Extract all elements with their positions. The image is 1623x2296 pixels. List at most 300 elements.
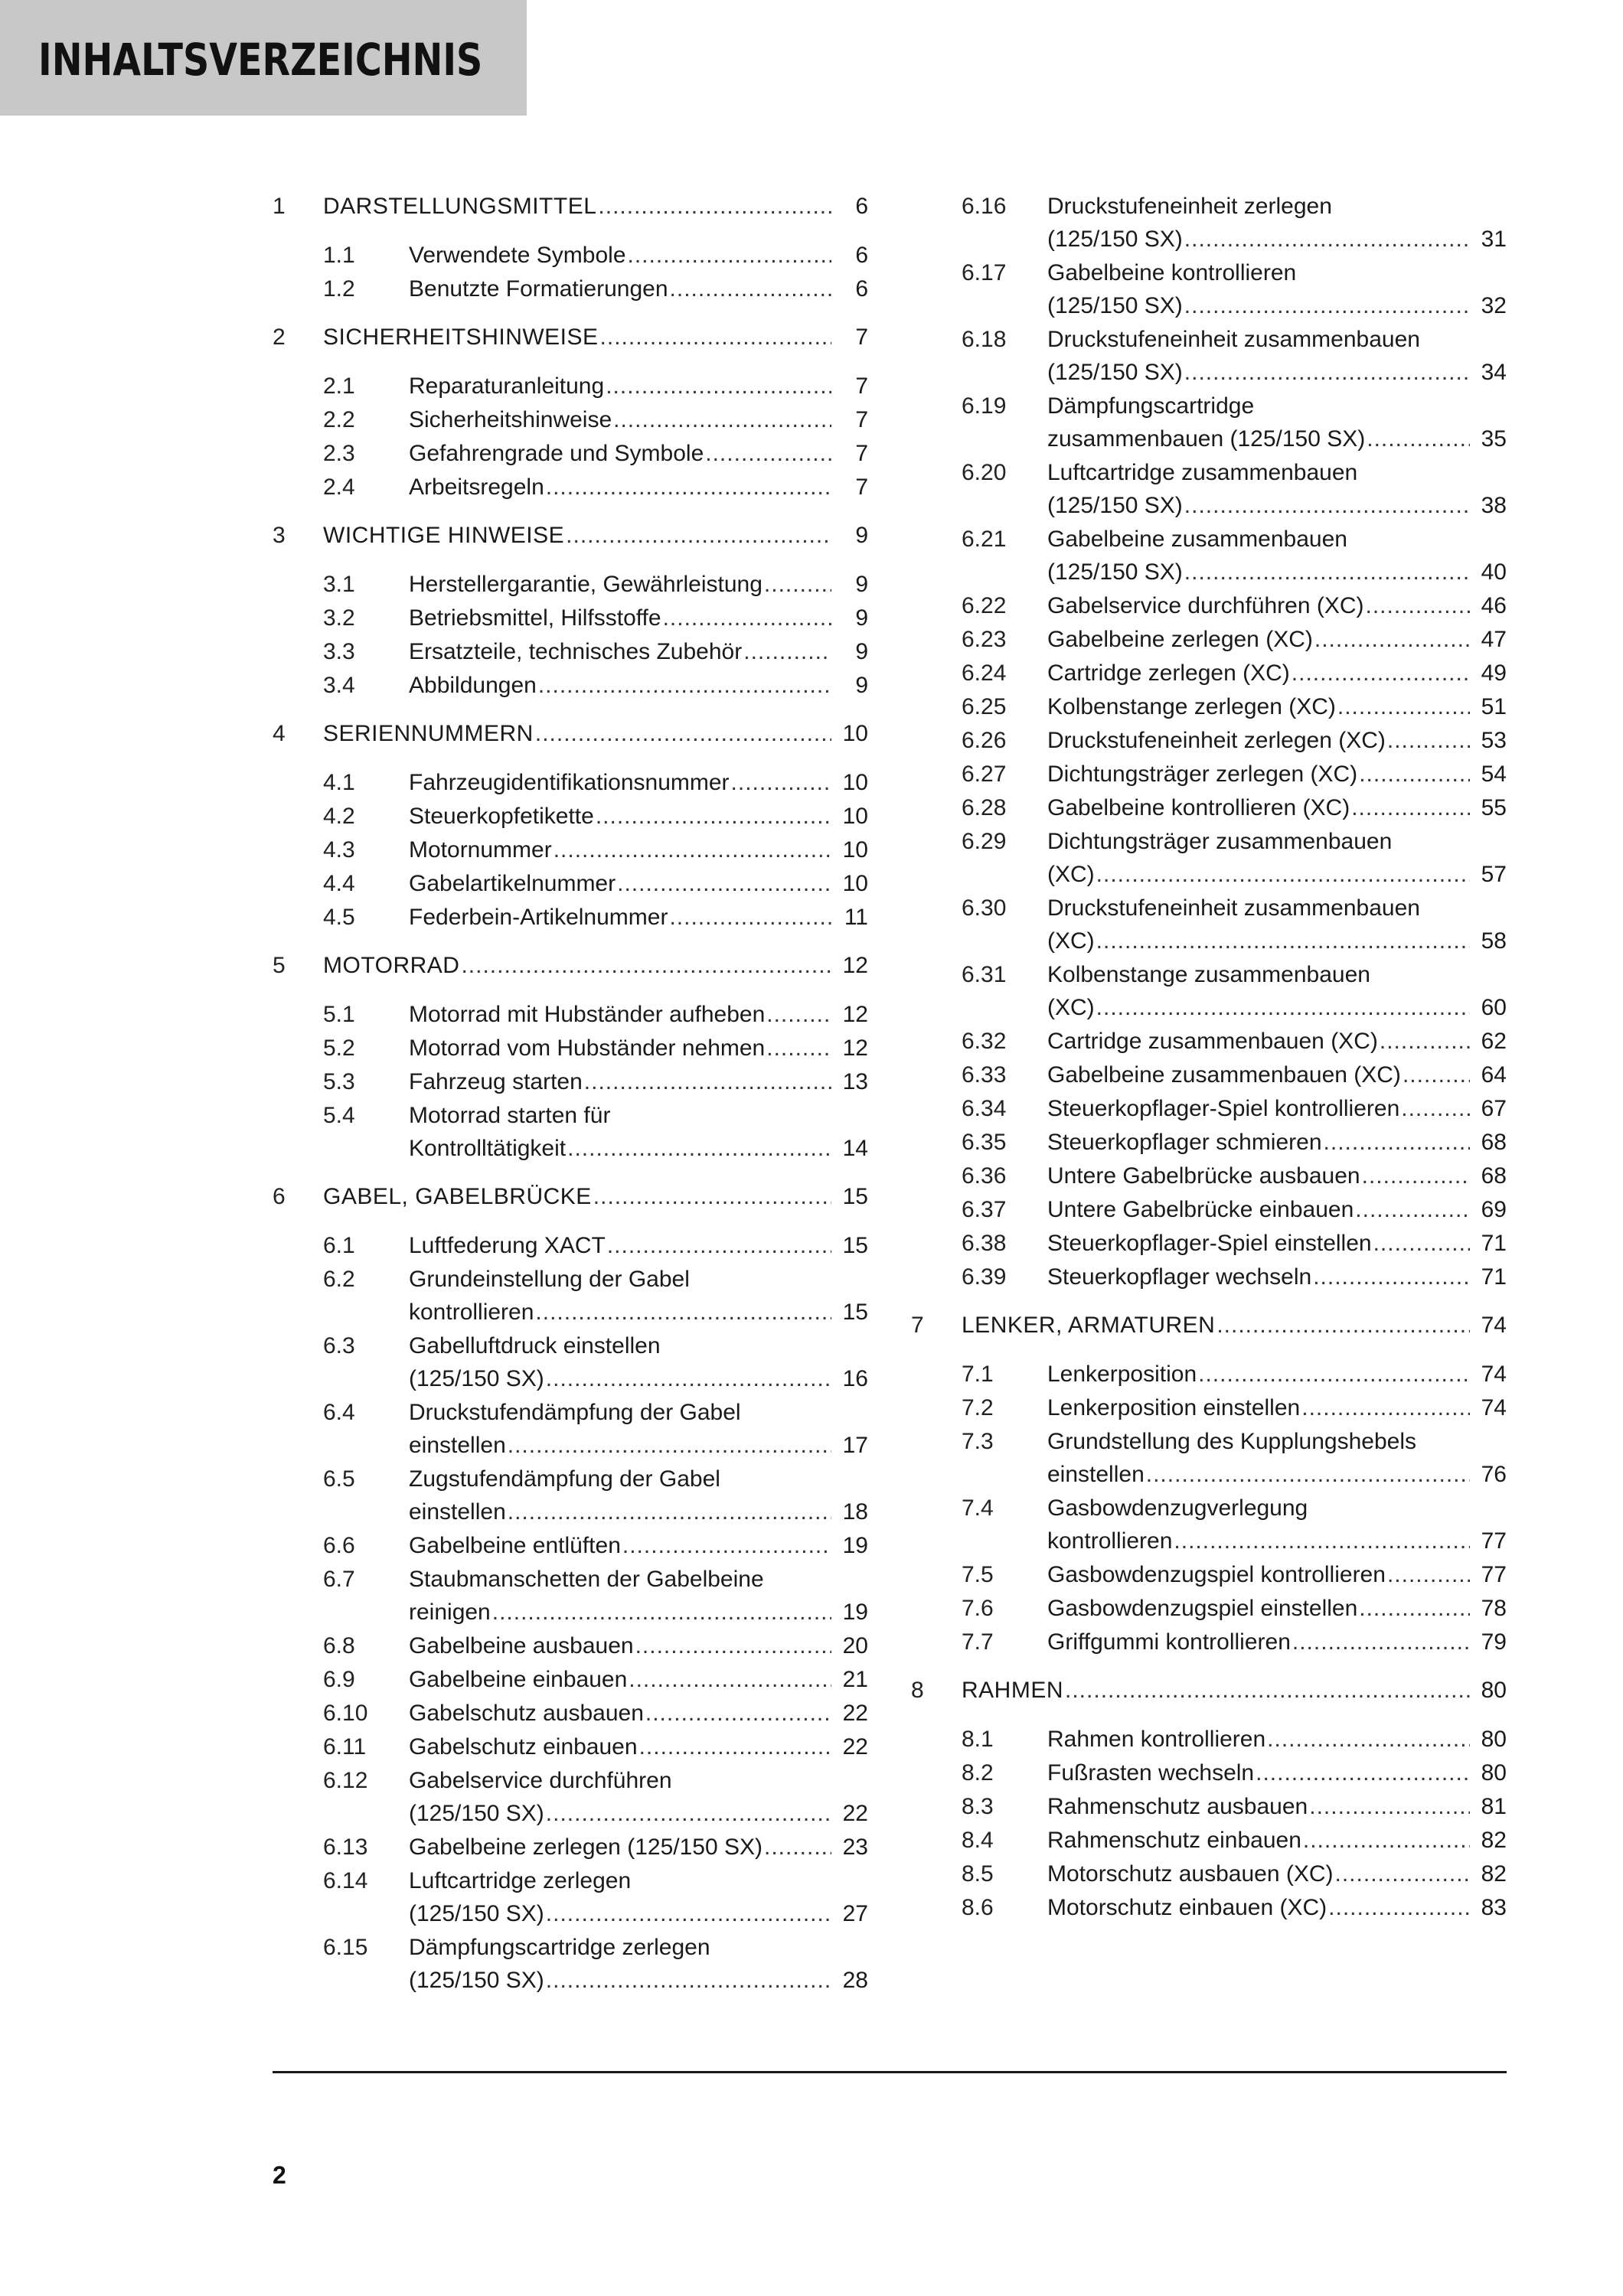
- toc-entry-title: Gabelschutz einbauen: [409, 1734, 638, 1760]
- toc-section-row[interactable]: [273, 1764, 868, 1830]
- toc-entry-title: Gabelservice durchführen: [409, 1768, 672, 1793]
- toc-section-row[interactable]: [911, 1558, 1507, 1591]
- toc-entry-line: [1047, 1159, 1507, 1192]
- toc-section-row[interactable]: [911, 1193, 1507, 1226]
- toc-entry-line: [409, 1429, 868, 1462]
- dot-leader: [546, 1964, 831, 1997]
- dot-leader: [1184, 356, 1470, 389]
- toc-section-row[interactable]: [273, 635, 868, 668]
- toc-section-row[interactable]: [911, 190, 1507, 256]
- toc-section-row[interactable]: [911, 958, 1507, 1024]
- toc-entry-title: Zugstufendämpfung der Gabel: [409, 1466, 720, 1492]
- toc-section-text: [1047, 390, 1507, 455]
- toc-chapter-row[interactable]: [911, 1674, 1507, 1707]
- toc-section-row[interactable]: [911, 825, 1507, 891]
- footer-divider: [273, 2071, 1507, 2073]
- toc-entry-title: Kolbenstange zerlegen (XC): [1047, 694, 1336, 719]
- toc-section-text: [1047, 1092, 1507, 1125]
- toc-section-text: [1047, 1723, 1507, 1756]
- toc-entry-line: [1047, 1626, 1507, 1658]
- toc-section-row[interactable]: [911, 724, 1507, 757]
- toc-section-row[interactable]: [273, 1864, 868, 1930]
- toc-entry-line: [409, 568, 868, 601]
- page-number: 2: [273, 2161, 286, 2189]
- toc-section-number: 6.28: [962, 795, 1007, 820]
- toc-section-row[interactable]: [273, 833, 868, 866]
- toc-section-number: 3.3: [323, 639, 355, 664]
- toc-section-text: [1047, 1058, 1507, 1091]
- dot-leader: [546, 1797, 831, 1830]
- toc-section-number: 4.2: [323, 804, 355, 829]
- toc-entry-title: WICHTIGE HINWEISE: [323, 523, 565, 548]
- toc-page-number: 7: [855, 441, 868, 466]
- dot-leader: [1292, 1626, 1470, 1658]
- toc-section-number: 6.29: [962, 829, 1007, 854]
- toc-entry-line: [409, 1132, 868, 1165]
- toc-page-number: 7: [855, 475, 868, 500]
- toc-entry-line: [1047, 1558, 1507, 1591]
- toc-section-row[interactable]: [911, 1025, 1507, 1058]
- toc-section-text: [409, 1032, 868, 1065]
- dot-leader: [1096, 858, 1470, 891]
- toc-section-row[interactable]: [273, 1396, 868, 1462]
- toc-section-row[interactable]: [911, 1425, 1507, 1491]
- toc-section-number: 6.1: [323, 1233, 355, 1258]
- toc-entry-line: [409, 1229, 868, 1262]
- toc-section-row[interactable]: [911, 390, 1507, 455]
- toc-entry-line: [409, 998, 868, 1031]
- toc-entry-line: [1047, 489, 1507, 522]
- dot-leader: [535, 1296, 831, 1329]
- toc-page-number: 38: [1481, 493, 1507, 518]
- toc-section-text: [409, 1663, 868, 1696]
- toc-page-number: 71: [1481, 1264, 1507, 1290]
- toc-section-row[interactable]: [911, 1857, 1507, 1890]
- toc-section-number: 6.26: [962, 728, 1007, 753]
- dot-leader: [1403, 1058, 1470, 1091]
- toc-section-number: 6.24: [962, 660, 1007, 686]
- toc-entry-title: LENKER, ARMATUREN: [962, 1313, 1216, 1338]
- toc-section-row[interactable]: [911, 1592, 1507, 1625]
- toc-page-number: 54: [1481, 762, 1507, 787]
- dot-leader: [669, 901, 831, 934]
- toc-entry-line: [1047, 289, 1507, 322]
- toc-chapter-row[interactable]: [273, 717, 868, 750]
- dot-leader: [1174, 1525, 1470, 1557]
- toc-page-number: 9: [855, 572, 868, 597]
- dot-leader: [629, 1663, 831, 1696]
- toc-entry-title: Dichtungsträger zerlegen (XC): [1047, 762, 1358, 787]
- toc-chapter-row[interactable]: [273, 321, 868, 354]
- toc-section-number: 1.2: [323, 276, 355, 302]
- toc-section-row[interactable]: [911, 323, 1507, 389]
- toc-section-number: 8.5: [962, 1861, 994, 1887]
- toc-section-text: [1047, 791, 1507, 824]
- toc-entry-line: [1047, 1425, 1507, 1458]
- toc-section-number: 3.2: [323, 605, 355, 631]
- toc-entry-line: [409, 1329, 868, 1362]
- toc-section-row[interactable]: [273, 437, 868, 470]
- toc-section-number: 6.15: [323, 1935, 368, 1960]
- header-banner: [0, 0, 527, 116]
- toc-section-number: 5.4: [323, 1103, 355, 1128]
- toc-entry-line: [409, 766, 868, 799]
- toc-entry-line: [1047, 925, 1507, 957]
- toc-section-row[interactable]: [911, 1723, 1507, 1756]
- toc-section-row[interactable]: [273, 1263, 868, 1329]
- toc-section-row[interactable]: [273, 998, 868, 1031]
- dot-leader: [1096, 991, 1470, 1024]
- toc-section-row[interactable]: [273, 1629, 868, 1662]
- toc-page-number: 71: [1481, 1231, 1507, 1256]
- dot-leader: [613, 403, 831, 436]
- toc-page-number: 10: [842, 721, 868, 746]
- toc-entry-title: Gabelbeine kontrollieren (XC): [1047, 795, 1350, 820]
- toc-section-row[interactable]: [911, 523, 1507, 589]
- dot-leader: [538, 669, 831, 702]
- toc-entry-line: [1047, 190, 1507, 223]
- toc-section-text: [409, 370, 868, 403]
- toc-section-row[interactable]: [273, 1663, 868, 1696]
- toc-entry-title: Lenkerposition einstellen: [1047, 1395, 1301, 1420]
- toc-page-number: 81: [1481, 1794, 1507, 1819]
- toc-entry-title: Fußrasten wechseln: [1047, 1760, 1255, 1786]
- toc-entry-line: [323, 949, 868, 982]
- toc-section-text: [409, 635, 868, 668]
- toc-entry-title: Gabelbeine zerlegen (XC): [1047, 627, 1313, 652]
- dot-leader: [593, 1180, 831, 1213]
- toc-entry-line: [409, 1529, 868, 1562]
- toc-entry-line: [409, 1032, 868, 1065]
- toc-entry-line: [1047, 724, 1507, 757]
- toc-page-number: 11: [844, 905, 868, 930]
- toc-page-number: 9: [855, 639, 868, 664]
- toc-entry-title: Luftcartridge zusammenbauen: [1047, 460, 1358, 485]
- toc-entry-title: (XC): [1047, 995, 1095, 1020]
- toc-section-text: [1047, 825, 1507, 891]
- toc-page-number: 10: [842, 837, 868, 863]
- toc-entry-line: [1047, 323, 1507, 356]
- toc-section-row[interactable]: [273, 370, 868, 403]
- toc-page-number: 9: [855, 523, 868, 548]
- toc-entry-line: [409, 1864, 868, 1897]
- toc-section-text: [409, 403, 868, 436]
- toc-section-row[interactable]: [911, 1790, 1507, 1823]
- toc-entry-line: [323, 321, 868, 354]
- toc-section-number: 6.21: [962, 527, 1007, 552]
- toc-section-row[interactable]: [911, 1092, 1507, 1125]
- toc-page-number: 6: [855, 276, 868, 302]
- toc-section-row[interactable]: [911, 1159, 1507, 1192]
- toc-entry-title: Griffgummi kontrollieren: [1047, 1629, 1291, 1655]
- toc-entry-title: (125/150 SX): [1047, 293, 1183, 318]
- toc-section-row[interactable]: [911, 758, 1507, 791]
- toc-section-row[interactable]: [273, 1099, 868, 1165]
- toc-section-row[interactable]: [273, 800, 868, 833]
- toc-section-row[interactable]: [273, 1931, 868, 1997]
- toc-entry-line: [1047, 456, 1507, 489]
- toc-section-row[interactable]: [911, 1126, 1507, 1159]
- toc-section-number: 6.18: [962, 327, 1007, 352]
- toc-entry-title: Grundstellung des Kupplungshebels: [1047, 1429, 1417, 1454]
- toc-page-number: 6: [855, 194, 868, 219]
- toc-page-number: 62: [1481, 1029, 1507, 1054]
- toc-page-number: 14: [842, 1136, 868, 1161]
- toc-page-number: 22: [842, 1701, 868, 1726]
- toc-section-row[interactable]: [273, 1529, 868, 1562]
- toc-section-row[interactable]: [911, 1492, 1507, 1557]
- toc-section-row[interactable]: [273, 1831, 868, 1864]
- toc-entry-line: [962, 1674, 1507, 1707]
- toc-chapter-text: [323, 949, 868, 982]
- toc-column-left: [273, 190, 868, 2012]
- toc-entry-line: [323, 717, 868, 750]
- toc-section-row[interactable]: [273, 1229, 868, 1262]
- toc-entry-title: (125/150 SX): [1047, 227, 1183, 252]
- toc-section-text: [1047, 758, 1507, 791]
- toc-section-number: 6.27: [962, 762, 1007, 787]
- toc-section-text: [1047, 1626, 1507, 1658]
- toc-section-row[interactable]: [273, 1065, 868, 1098]
- dot-leader: [1351, 791, 1470, 824]
- toc-entry-title: Druckstufeneinheit zerlegen (XC): [1047, 728, 1386, 753]
- toc-entry-line: [1047, 690, 1507, 723]
- toc-section-number: 6.12: [323, 1768, 368, 1793]
- toc-entry-line: [323, 1180, 868, 1213]
- dot-leader: [1366, 589, 1470, 622]
- toc-section-row[interactable]: [911, 1058, 1507, 1091]
- toc-page-number: 80: [1481, 1678, 1507, 1703]
- toc-section-text: [409, 239, 868, 272]
- toc-chapter-text: [323, 1180, 868, 1213]
- toc-entry-title: einstellen: [409, 1433, 506, 1458]
- dot-leader: [1198, 1358, 1470, 1391]
- toc-page-number: 83: [1481, 1895, 1507, 1920]
- toc-section-number: 5.1: [323, 1002, 355, 1027]
- toc-entry-title: Rahmenschutz ausbauen: [1047, 1794, 1308, 1819]
- toc-section-text: [409, 1263, 868, 1329]
- toc-section-number: 4.4: [323, 871, 355, 896]
- toc-entry-title: SERIENNUMMERN: [323, 721, 534, 746]
- toc-section-number: 7.2: [962, 1395, 994, 1420]
- toc-entry-title: Motorrad vom Hubständer nehmen: [409, 1035, 766, 1061]
- toc-entry-title: Druckstufeneinheit zerlegen: [1047, 194, 1332, 219]
- dot-leader: [1065, 1674, 1470, 1707]
- toc-section-text: [1047, 623, 1507, 656]
- toc-section-text: [1047, 256, 1507, 322]
- toc-page-number: 49: [1481, 660, 1507, 686]
- toc-entry-line: [409, 239, 868, 272]
- toc-section-text: [409, 1529, 868, 1562]
- dot-leader: [1387, 724, 1470, 757]
- toc-entry-line: [409, 1099, 868, 1132]
- dot-leader: [1362, 1159, 1470, 1192]
- dot-leader: [622, 1529, 831, 1562]
- toc-page-number: 77: [1481, 1562, 1507, 1587]
- dot-leader: [1337, 690, 1470, 723]
- toc-section-row[interactable]: [911, 1756, 1507, 1789]
- toc-page-number: 69: [1481, 1197, 1507, 1222]
- toc-page-number: 13: [842, 1069, 868, 1094]
- toc-entry-line: [1047, 1092, 1507, 1125]
- toc-entry-title: Abbildungen: [409, 673, 537, 698]
- toc-entry-line: [1047, 523, 1507, 556]
- toc-chapter-row[interactable]: [911, 1309, 1507, 1342]
- toc-entry-line: [1047, 1857, 1507, 1890]
- toc-section-row[interactable]: [911, 1227, 1507, 1260]
- toc-section-row[interactable]: [273, 901, 868, 934]
- dot-leader: [546, 471, 831, 504]
- dot-leader: [1184, 556, 1470, 589]
- toc-chapter-row[interactable]: [273, 519, 868, 552]
- toc-section-number: 6.10: [323, 1701, 368, 1726]
- toc-section-number: 6.34: [962, 1096, 1007, 1121]
- toc-entry-title: (125/150 SX): [1047, 493, 1183, 518]
- toc-page-number: 22: [842, 1801, 868, 1826]
- toc-section-number: 4.1: [323, 770, 355, 795]
- toc-section-number: 8.2: [962, 1760, 994, 1786]
- toc-section-row[interactable]: [273, 1730, 868, 1763]
- toc-entry-title: Rahmenschutz einbauen: [1047, 1828, 1301, 1853]
- toc-section-text: [1047, 1857, 1507, 1890]
- toc-chapter: [273, 190, 868, 305]
- toc-entry-line: [1047, 556, 1507, 589]
- toc-section-text: [1047, 724, 1507, 757]
- toc-section-text: [1047, 1227, 1507, 1260]
- toc-section-text: [409, 1730, 868, 1763]
- toc-section-row[interactable]: [273, 1563, 868, 1629]
- dot-leader: [663, 602, 831, 634]
- toc-entry-line: [1047, 1193, 1507, 1226]
- toc-section-row[interactable]: [273, 1697, 868, 1730]
- toc-section-text: [1047, 1391, 1507, 1424]
- toc-section-row[interactable]: [273, 867, 868, 900]
- toc-section-text: [409, 471, 868, 504]
- toc-section-number: 6.4: [323, 1400, 355, 1425]
- toc-section-row[interactable]: [911, 1358, 1507, 1391]
- toc-entry-title: (125/150 SX): [1047, 559, 1183, 585]
- toc-section-row[interactable]: [273, 669, 868, 702]
- toc-section-number: 6.20: [962, 460, 1007, 485]
- toc-section-text: [1047, 589, 1507, 622]
- toc-section-row[interactable]: [911, 1391, 1507, 1424]
- toc-section-row[interactable]: [273, 272, 868, 305]
- toc-section-row[interactable]: [273, 602, 868, 634]
- toc-entry-title: Rahmen kontrollieren: [1047, 1727, 1266, 1752]
- dot-leader: [546, 1362, 831, 1395]
- toc-chapter-row[interactable]: [273, 1180, 868, 1213]
- toc-page-number: 19: [842, 1600, 868, 1625]
- dot-leader: [1303, 1824, 1470, 1857]
- toc-section-row[interactable]: [273, 1032, 868, 1065]
- toc-section-row[interactable]: [911, 256, 1507, 322]
- toc-page-number: 6: [855, 243, 868, 268]
- dot-leader: [546, 1897, 831, 1930]
- toc-section-row[interactable]: [911, 623, 1507, 656]
- toc-section-text: [409, 602, 868, 634]
- toc-section-row[interactable]: [273, 403, 868, 436]
- toc-section-text: [409, 800, 868, 833]
- toc-chapter-row[interactable]: [273, 949, 868, 982]
- toc-section-number: 6.7: [323, 1567, 355, 1592]
- toc-section-row[interactable]: [911, 1261, 1507, 1293]
- toc-page-number: 22: [842, 1734, 868, 1760]
- dot-leader: [1313, 1261, 1470, 1293]
- toc-entry-title: Steuerkopflager-Spiel kontrollieren: [1047, 1096, 1400, 1121]
- toc-entry-title: Gabelbeine zerlegen (125/150 SX): [409, 1835, 763, 1860]
- toc-entry-title: Dämpfungscartridge zerlegen: [409, 1935, 710, 1960]
- toc-section-text: [1047, 1126, 1507, 1159]
- toc-section-text: [409, 1864, 868, 1930]
- dot-leader: [461, 949, 831, 982]
- toc-section-row[interactable]: [273, 239, 868, 272]
- toc-section-text: [409, 1764, 868, 1830]
- toc-section-number: 2.2: [323, 407, 355, 432]
- toc-page-number: 80: [1481, 1760, 1507, 1786]
- toc-entry-title: Gabelbeine entlüften: [409, 1533, 621, 1558]
- toc-entry-title: Luftfederung XACT: [409, 1233, 606, 1258]
- toc-section-row[interactable]: [911, 1626, 1507, 1658]
- toc-section-row[interactable]: [273, 471, 868, 504]
- toc-section-row[interactable]: [911, 1891, 1507, 1924]
- toc-entry-title: zusammenbauen (125/150 SX): [1047, 426, 1366, 452]
- toc-entry-title: Steuerkopflager wechseln: [1047, 1264, 1312, 1290]
- toc-entry-title: Reparaturanleitung: [409, 373, 605, 399]
- toc-entry-title: (125/150 SX): [409, 1968, 544, 1993]
- toc-section-text: [409, 437, 868, 470]
- toc-entry-line: [409, 403, 868, 436]
- toc-section-row[interactable]: [911, 1824, 1507, 1857]
- toc-chapter: [273, 321, 868, 504]
- dot-leader: [1292, 657, 1470, 690]
- toc-section-row[interactable]: [911, 892, 1507, 957]
- toc-entry-line: [409, 1463, 868, 1495]
- toc-entry-line: [1047, 1261, 1507, 1293]
- toc-page-number: 46: [1481, 593, 1507, 618]
- dot-leader: [1256, 1756, 1470, 1789]
- toc-section-text: [409, 901, 868, 934]
- toc-section-row[interactable]: [911, 589, 1507, 622]
- toc-section-text: [1047, 1756, 1507, 1789]
- toc-entry-line: [1047, 758, 1507, 791]
- toc-section-row[interactable]: [911, 690, 1507, 723]
- toc-entry-line: [1047, 356, 1507, 389]
- toc-entry-line: [409, 602, 868, 634]
- toc-entry-title: Gabelbeine zusammenbauen (XC): [1047, 1062, 1401, 1088]
- toc-section-row[interactable]: [911, 657, 1507, 690]
- toc-entry-title: Betriebsmittel, Hilfsstoffe: [409, 605, 661, 631]
- toc-entry-line: [409, 1730, 868, 1763]
- toc-section-row[interactable]: [273, 1463, 868, 1528]
- toc-entry-line: [409, 1663, 868, 1696]
- dot-leader: [639, 1730, 831, 1763]
- toc-page-number: 9: [855, 673, 868, 698]
- toc-section-number: 6.8: [323, 1633, 355, 1658]
- toc-entry-line: [1047, 1525, 1507, 1557]
- toc-chapter-row[interactable]: [273, 190, 868, 223]
- toc-entry-title: Motorrad mit Hubständer aufheben: [409, 1002, 766, 1027]
- toc-section-row[interactable]: [911, 791, 1507, 824]
- toc-page-number: 57: [1481, 862, 1507, 887]
- toc-entry-title: Benutzte Formatierungen: [409, 276, 668, 302]
- toc-section-number: 6.33: [962, 1062, 1007, 1088]
- dot-leader: [766, 998, 831, 1031]
- toc-section-number: 4.5: [323, 905, 355, 930]
- toc-section-row[interactable]: [273, 766, 868, 799]
- toc-section-row[interactable]: [273, 1329, 868, 1395]
- toc-section-row[interactable]: [911, 456, 1507, 522]
- toc-section-row[interactable]: [273, 568, 868, 601]
